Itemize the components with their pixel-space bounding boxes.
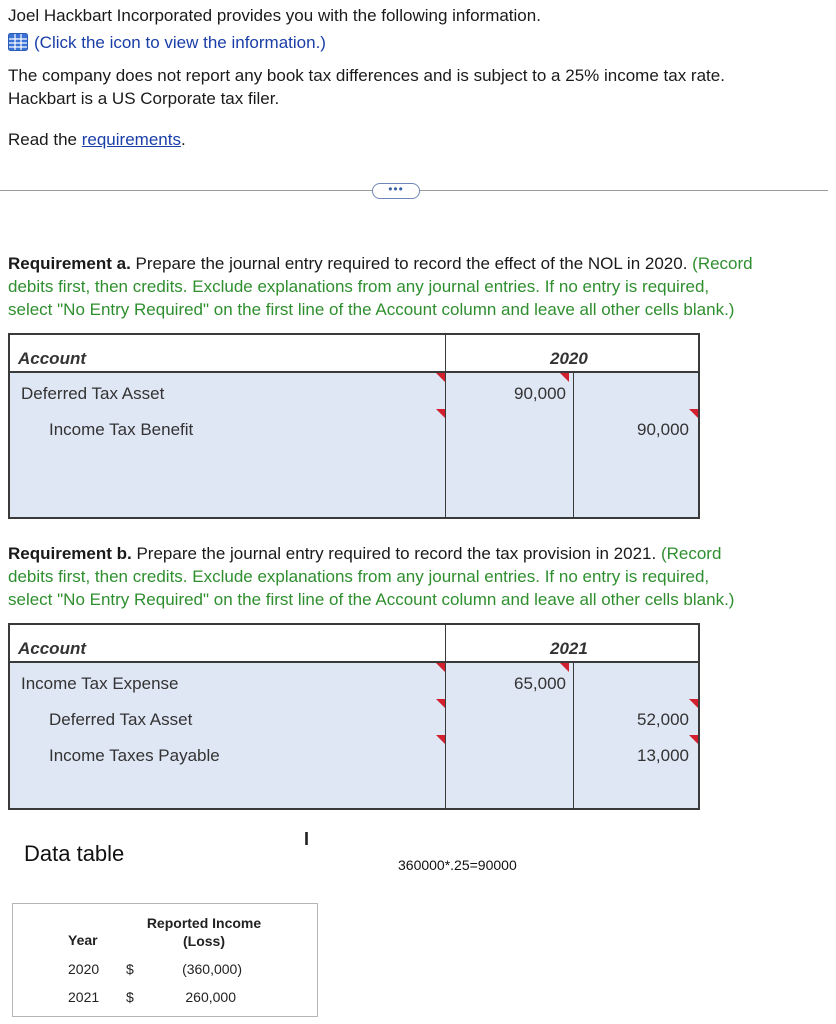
error-marker xyxy=(689,735,698,744)
credit-cell[interactable]: 52,000 xyxy=(637,710,689,729)
journal-table-b-header xyxy=(10,625,698,663)
col-divider xyxy=(445,335,446,517)
intro-line: Joel Hackbart Incorporated provides you with the following information. xyxy=(8,6,541,25)
info-link[interactable]: (Click the icon to view the information.) xyxy=(34,33,326,52)
requirement-a-body: Prepare the journal entry required to record the effect of the NOL in 2020. xyxy=(130,254,693,273)
read-suffix: . xyxy=(180,130,186,149)
info-link-row[interactable] xyxy=(8,31,326,54)
col-divider xyxy=(573,373,574,517)
requirements-link[interactable]: requirements xyxy=(81,130,181,149)
requirement-a-instruction-3: select "No Entry Required" on the first line of the Account column and leave all other cells blank.) xyxy=(8,300,735,319)
error-marker xyxy=(436,699,445,708)
data-table-title: Data table xyxy=(24,841,125,866)
requirement-b-text xyxy=(8,542,833,611)
error-marker xyxy=(560,373,569,382)
requirement-b-instruction-3: select "No Entry Required" on the first line of the Account column and leave all other cells blank.) xyxy=(8,590,735,609)
error-marker xyxy=(560,663,569,672)
error-marker xyxy=(436,735,445,744)
income-header-line-2: (Loss) xyxy=(183,933,225,949)
journal-table-a-header xyxy=(10,335,698,373)
year-header: 2021 xyxy=(550,639,588,658)
read-requirements xyxy=(8,128,186,151)
debit-cell[interactable]: 90,000 xyxy=(514,384,566,403)
text-cursor-mark: I xyxy=(304,829,310,849)
requirement-b-instruction-1: (Record xyxy=(660,544,722,563)
credit-cell[interactable]: 13,000 xyxy=(637,746,689,765)
filer-text: Hackbart is a US Corporate tax filer. xyxy=(8,89,280,108)
year-cell: 2021 xyxy=(68,989,100,1005)
account-header: Account xyxy=(18,349,86,368)
year-column-header: Year xyxy=(68,932,98,948)
account-cell[interactable]: Income Tax Benefit xyxy=(49,420,194,439)
error-marker xyxy=(436,373,445,382)
account-cell[interactable]: Deferred Tax Asset xyxy=(21,384,165,403)
income-column-header xyxy=(140,914,268,950)
error-marker xyxy=(436,409,445,418)
currency-cell: $ xyxy=(126,989,134,1005)
amount-cell: (360,000) xyxy=(182,961,242,977)
debit-cell[interactable]: 65,000 xyxy=(514,674,566,693)
error-marker xyxy=(436,663,445,672)
requirement-b-body: Prepare the journal entry required to record the tax provision in 2021. xyxy=(131,544,661,563)
account-cell[interactable]: Income Tax Expense xyxy=(21,674,179,693)
table-icon[interactable] xyxy=(8,33,28,51)
year-header: 2020 xyxy=(550,349,588,368)
income-header-line-1: Reported Income xyxy=(146,915,262,931)
error-marker xyxy=(689,409,698,418)
col-divider xyxy=(445,625,446,808)
account-cell[interactable]: Income Taxes Payable xyxy=(49,746,220,765)
account-cell[interactable]: Deferred Tax Asset xyxy=(49,710,193,729)
error-marker xyxy=(689,699,698,708)
col-divider xyxy=(573,663,574,808)
requirement-a-instruction-1: (Record xyxy=(692,254,753,273)
read-prefix: Read the xyxy=(8,130,82,149)
amount-cell: 260,000 xyxy=(185,989,236,1005)
currency-cell: $ xyxy=(126,961,134,977)
tax-rate-text: The company does not report any book tax differences and is subject to a 25% income tax rate. xyxy=(8,66,725,85)
calculation-note: 360000*.25=90000 xyxy=(398,857,517,873)
credit-cell[interactable]: 90,000 xyxy=(637,420,689,439)
account-header: Account xyxy=(18,639,86,658)
requirement-b-instruction-2: debits first, then credits. Exclude explanations from any journal entries. If no entry is required, xyxy=(8,567,710,586)
requirement-b-label: Requirement b. xyxy=(8,544,132,563)
requirement-a-label: Requirement a. xyxy=(8,254,131,273)
requirement-a-instruction-2: debits first, then credits. Exclude explanations from any journal entries. If no entry is required, xyxy=(8,277,710,296)
journal-table-b xyxy=(8,623,700,810)
requirement-a-text xyxy=(8,252,833,321)
journal-table-a xyxy=(8,333,700,519)
more-options-button[interactable]: ••• xyxy=(372,183,420,199)
year-cell: 2020 xyxy=(68,961,100,977)
